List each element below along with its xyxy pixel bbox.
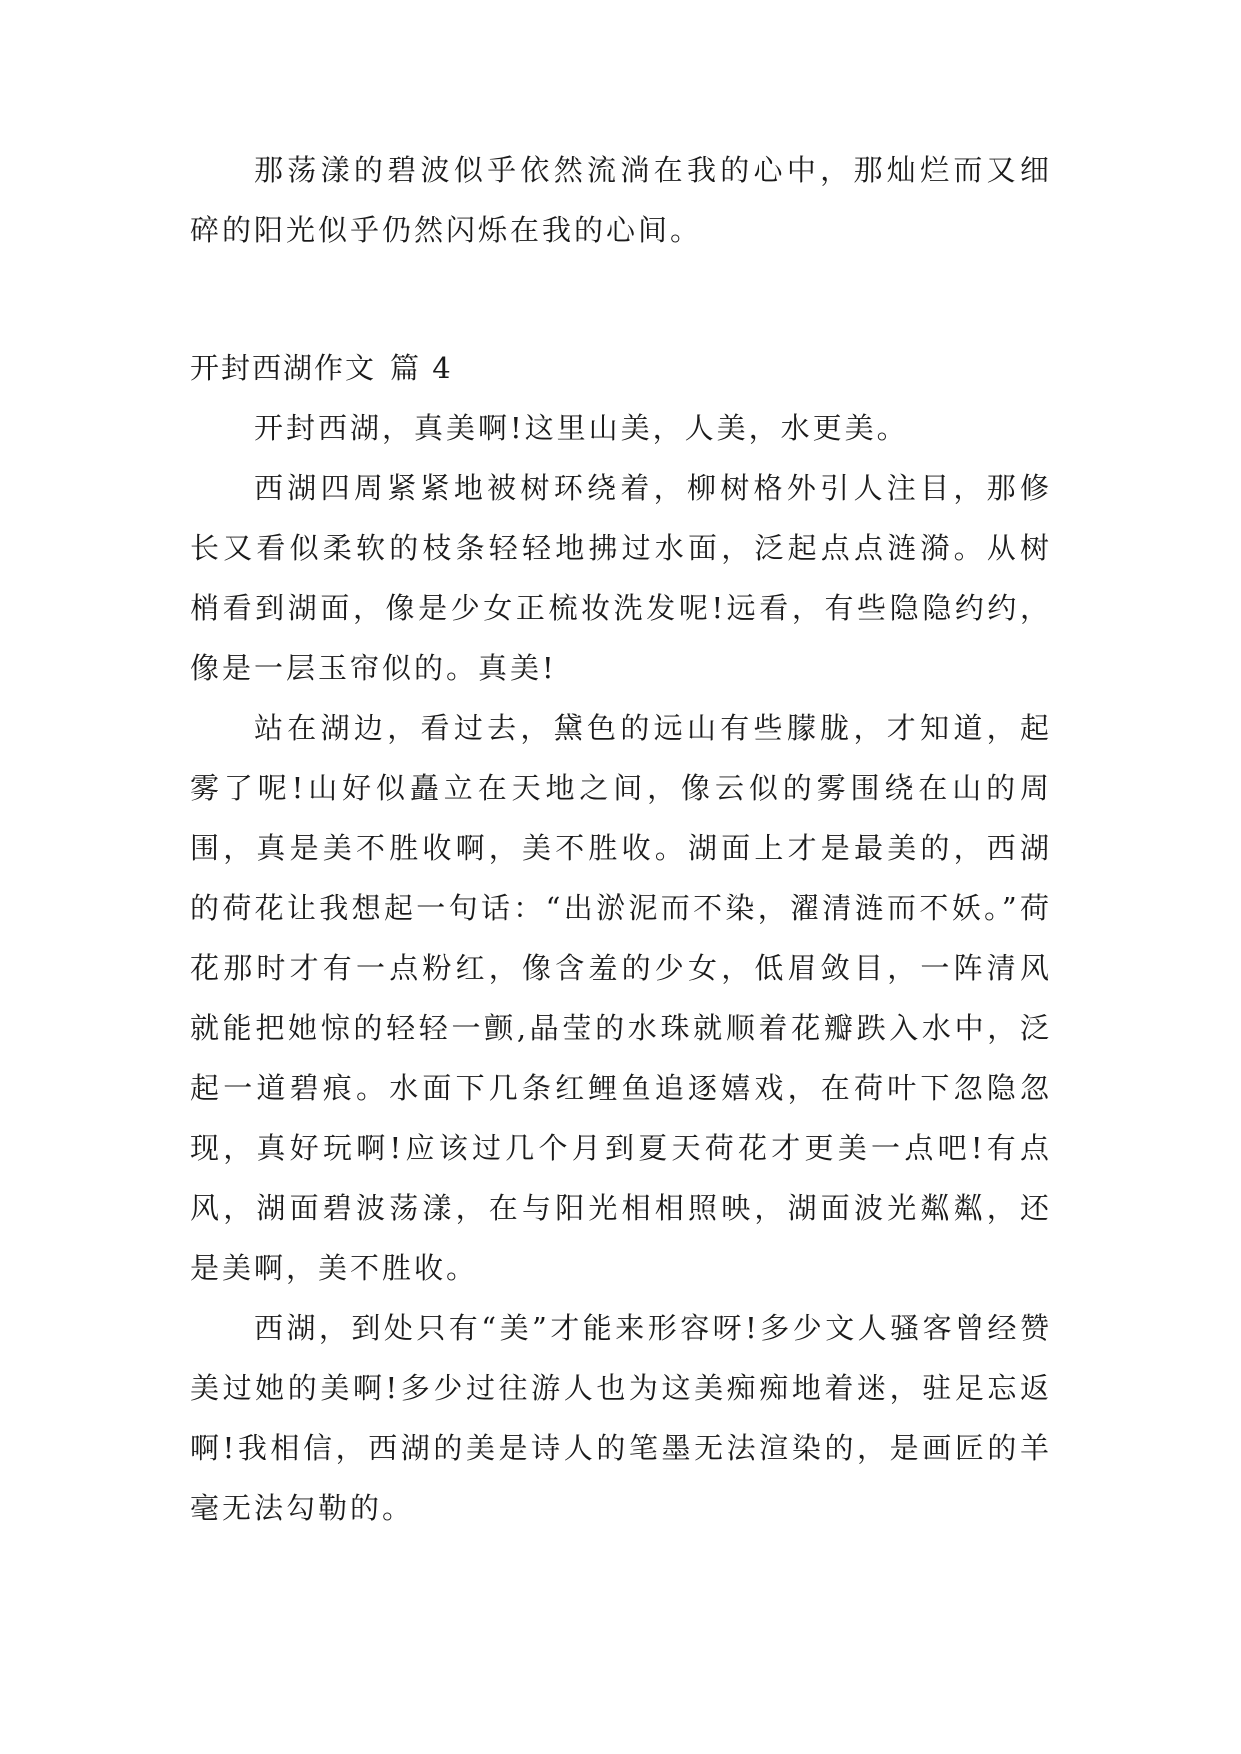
paragraph-3: 站在湖边，看过去，黛色的远山有些朦胧，才知道，起雾了呢!山好似矗立在天地之间，像云似的雾围绕在山的周围，真是美不胜收啊，美不胜收。湖面上才是最美的，西湖的荷花让我想起一句话：“出淤泥而不染，濯清涟而不妖。”荷花那时才有一点粉红，像含羞的少女，低眉敛目，一阵清风就能把她惊的轻轻一颤,晶莹的水珠就顺着花瓣跌入水中，泛起一道碧痕。水面下几条红鲤鱼追逐嬉戏，在荷叶下忽隐忽现，真好玩啊!应该过几个月到夏天荷花才更美一点吧!有点风，湖面碧波荡漾，在与阳光相相照映，湖面波光粼粼，还是美啊，美不胜收。	[190, 711, 1052, 1285]
section-title: 开封西湖作文	[190, 351, 377, 385]
section-number: 篇 4	[390, 351, 453, 385]
paragraph-2: 西湖四周紧紧地被树环绕着，柳树格外引人注目，那修长又看似柔软的枝条轻轻地拂过水面，泛起点点涟漪。从树梢看到湖面，像是少女正梳妆洗发呢!远看，有些隐隐约约，像是一层玉帘似的。真美!	[190, 471, 1052, 685]
section-heading	[190, 338, 453, 398]
intro-paragraph: 那荡漾的碧波似乎依然流淌在我的心中，那灿烂而又细碎的阳光似乎仍然闪烁在我的心间。	[190, 153, 1052, 247]
paragraph-1: 开封西湖，真美啊!这里山美，人美，水更美。	[254, 411, 909, 445]
paragraph-4: 西湖，到处只有“美”才能来形容呀!多少文人骚客曾经赞美过她的美啊!多少过往游人也为这美痴痴地着迷，驻足忘返啊!我相信，西湖的美是诗人的笔墨无法渲染的，是画匠的羊毫无法勾勒的。	[190, 1311, 1052, 1525]
